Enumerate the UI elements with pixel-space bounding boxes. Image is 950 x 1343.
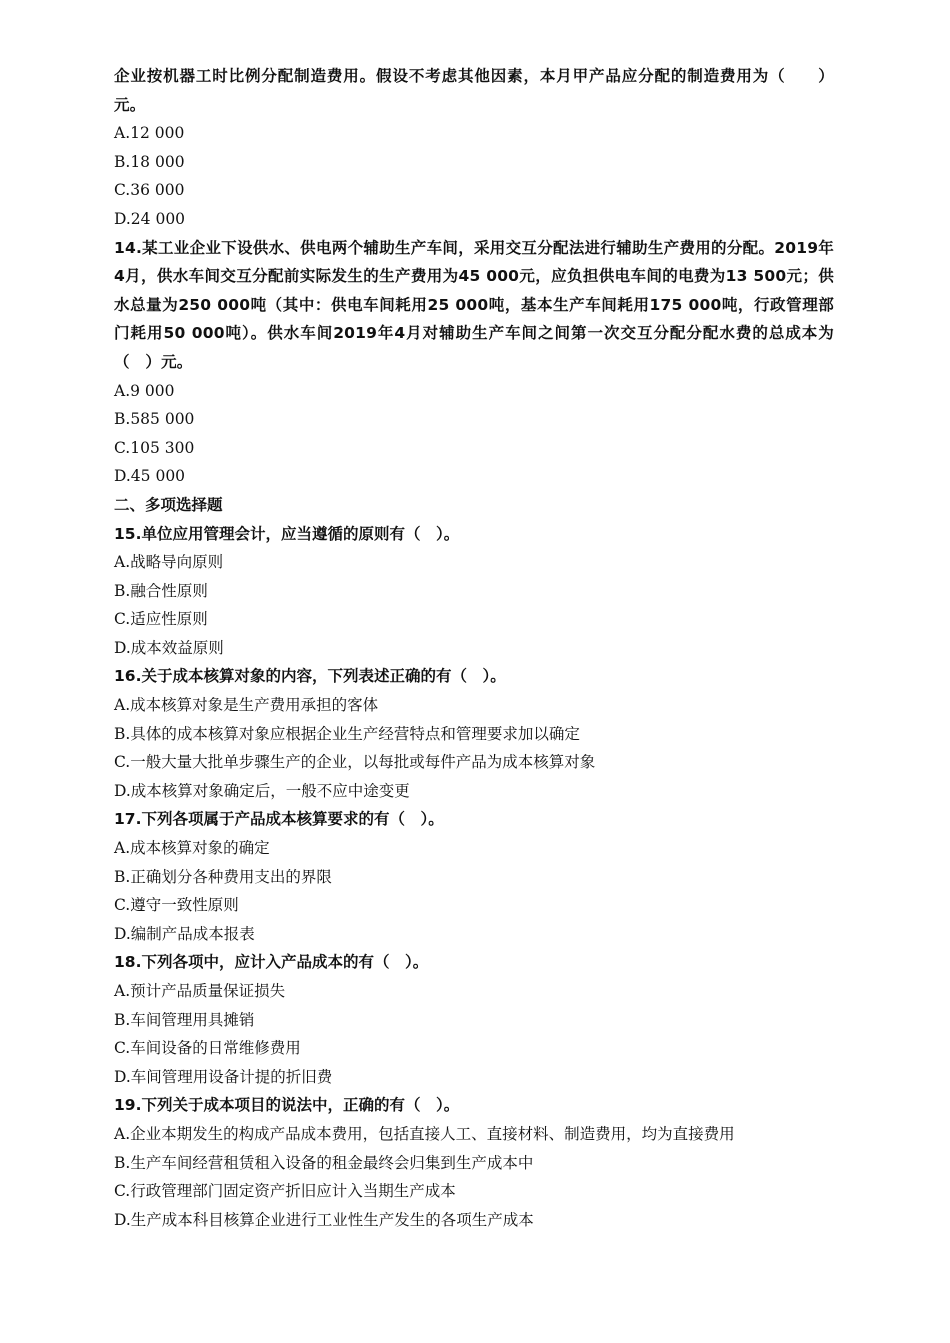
option-c: C.一般大量大批单步骤生产的企业，以每批或每件产品为成本核算对象 [114, 753, 596, 772]
document-page [114, 62, 840, 1234]
option-c: C.车间设备的日常维修费用 [114, 1039, 301, 1058]
option-c: C.遵守一致性原则 [114, 896, 239, 915]
option-a: A.企业本期发生的构成产品成本费用，包括直接人工、直接材料、制造费用，均为直接费用 [114, 1124, 735, 1143]
option-a: A.12 000 [114, 124, 185, 143]
option-a: A.9 000 [114, 381, 175, 400]
option-d: D.45 000 [114, 467, 186, 486]
question-stem: 18.下列各项中，应计入产品成本的有（ ）。 [114, 953, 429, 972]
question-stem: 17.下列各项属于产品成本核算要求的有（ ）。 [114, 810, 444, 829]
option-d: D.生产成本科目核算企业进行工业性生产发生的各项生产成本 [114, 1210, 534, 1229]
section-title: 二、多项选择题 [114, 495, 223, 514]
option-d: D.成本核算对象确定后，一般不应中途变更 [114, 781, 410, 800]
question-15 [114, 520, 840, 663]
option-c: C.105 300 [114, 438, 195, 457]
question-13-tail [114, 62, 840, 234]
option-a: A.战略导向原则 [114, 553, 224, 572]
option-b: B.车间管理用具摊销 [114, 1010, 255, 1029]
option-b: B.正确划分各种费用支出的界限 [114, 867, 332, 886]
question-stem: 19.下列关于成本项目的说法中，正确的有（ ）。 [114, 1096, 460, 1115]
question-stem: 企业按机器工时比例分配制造费用。假设不考虑其他因素，本月甲产品应分配的制造费用为（ ）元。 [114, 67, 834, 114]
option-b: B.18 000 [114, 152, 185, 171]
question-stem: 14.某工业企业下设供水、供电两个辅助生产车间，采用交互分配法进行辅助生产费用的分配。2019年4月，供水车间交互分配前实际发生的生产费用为45 000元，应负担供电车间的电费为13 500元；供水总量为250 000吨（其中：供电车间耗用25 000吨，基本生产车间耗用175 000吨，行政管理部门耗用50 000吨）。供水车间2019年4月对辅助生产车间之间第一次交互分配分配水费的总成本为（ ）元。 [114, 238, 834, 371]
option-c: C.适应性原则 [114, 610, 208, 629]
question-19 [114, 1091, 840, 1234]
option-c: C.行政管理部门固定资产折旧应计入当期生产成本 [114, 1182, 456, 1201]
question-14 [114, 234, 840, 491]
option-b: B.融合性原则 [114, 581, 208, 600]
option-d: D.24 000 [114, 209, 186, 228]
question-18 [114, 948, 840, 1091]
option-d: D.编制产品成本报表 [114, 924, 255, 943]
option-b: B.生产车间经营租赁租入设备的租金最终会归集到生产成本中 [114, 1153, 534, 1172]
question-16 [114, 662, 840, 805]
option-a: A.预计产品质量保证损失 [114, 982, 286, 1000]
option-c: C.36 000 [114, 181, 185, 200]
option-a: A.成本核算对象的确定 [114, 839, 270, 858]
question-stem: 15.单位应用管理会计，应当遵循的原则有（ ）。 [114, 524, 460, 543]
option-b: B.具体的成本核算对象应根据企业生产经营特点和管理要求加以确定 [114, 724, 580, 743]
question-stem: 16.关于成本核算对象的内容，下列表述正确的有（ ）。 [114, 667, 506, 686]
question-17 [114, 805, 840, 948]
option-d: D.车间管理用设备计提的折旧费 [114, 1067, 333, 1086]
option-a: A.成本核算对象是生产费用承担的客体 [114, 696, 379, 715]
option-b: B.585 000 [114, 410, 195, 429]
option-d: D.成本效益原则 [114, 638, 224, 657]
